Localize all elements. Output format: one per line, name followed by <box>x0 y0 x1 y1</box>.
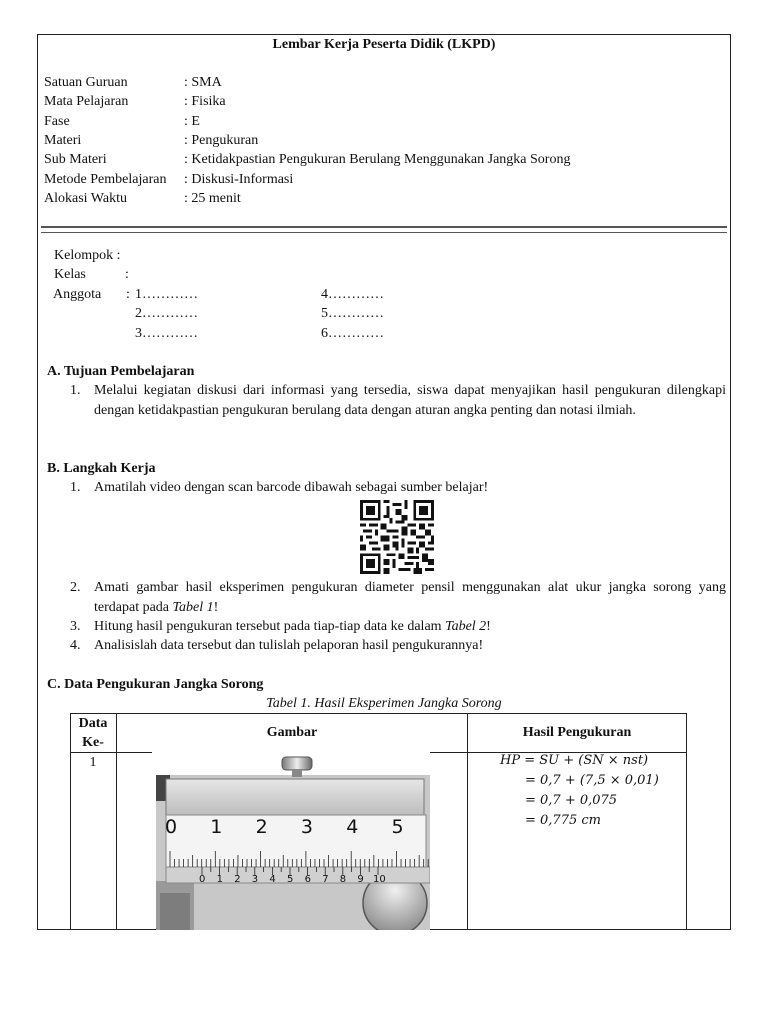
header-data-ke: Data Ke- <box>78 716 108 750</box>
formula-line: = 0,7 + (7,5 × 0,01) <box>525 773 659 788</box>
main-scale-label: 0 <box>165 816 178 838</box>
member-blank: 2………… <box>135 306 198 321</box>
item-number: 4. <box>70 638 81 653</box>
vernier-scale-label: 6 <box>304 874 311 885</box>
item-number: 1. <box>70 383 81 398</box>
row-number: 1 <box>89 755 97 770</box>
vernier-scale-label: 0 <box>199 874 206 885</box>
vernier-scale-label: 1 <box>216 874 223 885</box>
vernier-scale-label: 10 <box>373 874 386 885</box>
main-scale-label: 1 <box>210 816 223 838</box>
item-number: 1. <box>70 480 81 495</box>
item-number: 2. <box>70 580 81 595</box>
vernier-scale-label: 2 <box>234 874 241 885</box>
main-scale-label: 2 <box>255 816 268 838</box>
page-title: Lembar Kerja Peserta Didik (LKPD) <box>272 37 496 52</box>
objective-text: Melalui kegiatan diskusi dari informasi yang tersedia, siswa dapat menyajikan hasil pengukuran dilengkapi dengan ketidakpastian pengukuran berulang data dengan aturan angka penting dan notasi ilmiah. <box>94 383 726 418</box>
formula-line: HP = SU + (SN × nst) <box>500 753 649 768</box>
identity-row: Fase : E <box>44 114 200 129</box>
vernier-scale-label: 5 <box>287 874 294 885</box>
kelompok-label: Kelompok : <box>54 248 121 263</box>
formula-line: = 0,775 cm <box>525 813 601 828</box>
step-text: Amatilah video dengan scan barcode dibawah sebagai sumber belajar! <box>94 480 489 495</box>
qr-code-icon[interactable] <box>359 500 435 574</box>
vernier-scale-label: 9 <box>357 874 364 885</box>
identity-row: Materi : Pengukuran <box>44 133 259 148</box>
anggota-label: Anggota <box>53 287 102 302</box>
header-gambar: Gambar <box>266 725 318 740</box>
table-caption: Tabel 1. Hasil Eksperimen Jangka Sorong <box>266 696 502 711</box>
main-scale-label: 5 <box>391 816 404 838</box>
section-c-heading: C. Data Pengukuran Jangka Sorong <box>47 677 264 692</box>
main-scale-label: 3 <box>300 816 313 838</box>
section-b-heading: B. Langkah Kerja <box>47 461 156 476</box>
identity-row: Sub Materi : Ketidakpastian Pengukuran Berulang Menggunakan Jangka Sorong <box>44 152 571 167</box>
vernier-scale-label: 3 <box>251 874 259 885</box>
step-text: Amati gambar hasil eksperimen pengukuran diameter pensil menggunakan alat ukur jangka sorong yang terdapat pada Tabel 1! <box>94 580 726 615</box>
vernier-caliper-image <box>152 753 430 930</box>
step-text: Analisislah data tersebut dan tulislah pelaporan hasil pengukurannya! <box>94 638 484 653</box>
double-separator <box>41 226 727 233</box>
measurement-table <box>70 713 687 930</box>
vernier-scale-label: 8 <box>339 874 347 885</box>
identity-row: Mata Pelajaran : Fisika <box>44 94 226 109</box>
step-text: Hitung hasil pengukuran tersebut pada tiap-tiap data ke dalam Tabel 2! <box>94 619 491 634</box>
member-blank: 3………… <box>135 326 198 341</box>
identity-row: Alokasi Waktu : 25 menit <box>44 191 241 206</box>
formula-line: = 0,7 + 0,075 <box>525 793 618 808</box>
section-a-heading: A. Tujuan Pembelajaran <box>47 364 195 379</box>
identity-row: Metode Pembelajaran : Diskusi-Informasi <box>44 172 294 187</box>
identity-row: Satuan Guruan : SMA <box>44 75 222 90</box>
member-blank: 5………… <box>321 306 384 321</box>
main-scale-label: 4 <box>346 816 359 838</box>
kelas-colon: : <box>125 267 129 282</box>
vernier-scale-label: 7 <box>322 874 329 885</box>
item-number: 3. <box>70 619 81 634</box>
header-hasil-pengukuran: Hasil Pengukuran <box>522 725 632 740</box>
lkpd-frame <box>37 34 731 930</box>
anggota-colon: : <box>126 287 130 302</box>
member-blank: 1………… <box>135 287 198 302</box>
member-blank: 6………… <box>321 326 384 341</box>
kelas-label: Kelas <box>54 267 86 282</box>
member-blank: 4………… <box>321 287 384 302</box>
vernier-scale-label: 4 <box>269 874 276 885</box>
